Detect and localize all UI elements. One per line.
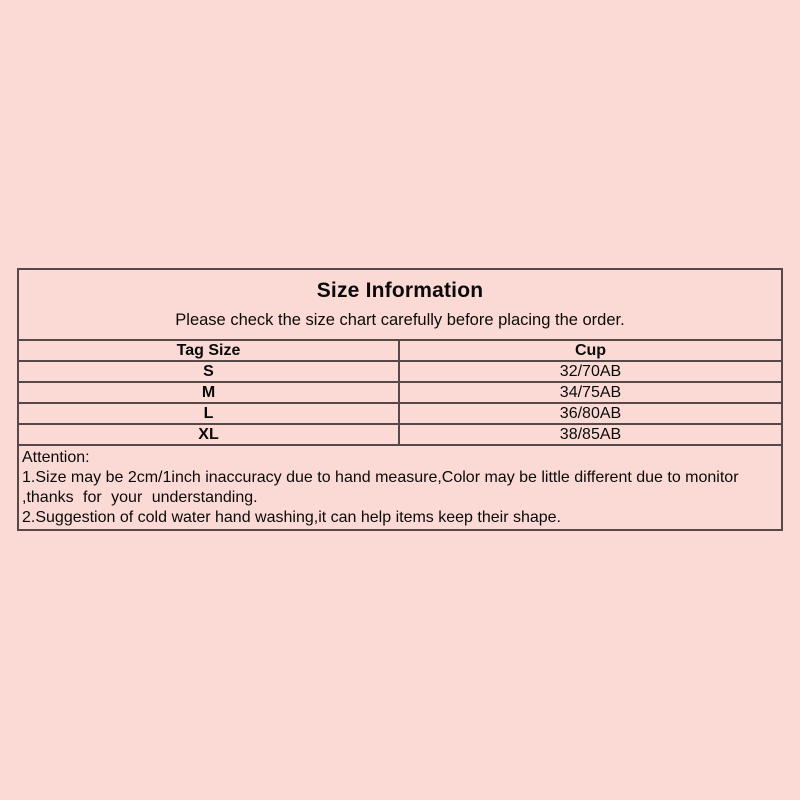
- cup-value: 36/80AB: [559, 404, 622, 422]
- attention-line-2: 2.Suggestion of cold water hand washing,it can help items keep their shape.: [22, 509, 561, 526]
- size-chart-title-cell: [19, 270, 781, 341]
- attention-line-1: 1.Size may be 2cm/1inch inaccuracy due to hand measure,Color may be little different due to monitor: [22, 469, 739, 486]
- column-header-tag-size: Tag Size: [19, 341, 400, 360]
- table-row-size-l: [19, 404, 781, 425]
- attention-note: [19, 446, 781, 529]
- table-header-row: [19, 341, 781, 362]
- size-chart-table: [17, 268, 783, 531]
- tag-size-value: S: [19, 362, 400, 381]
- size-chart-title: Size Information: [316, 279, 484, 302]
- attention-line-1-continued: ,thanks for your understanding.: [22, 489, 258, 506]
- column-header-cup: Cup: [574, 341, 607, 359]
- size-chart-subtitle: Please check the size chart carefully before placing the order.: [175, 311, 625, 329]
- attention-heading: Attention:: [22, 449, 90, 466]
- tag-size-value: XL: [19, 425, 400, 444]
- table-row-size-s: [19, 362, 781, 383]
- table-row-size-m: [19, 383, 781, 404]
- table-row-size-xl: [19, 425, 781, 446]
- cup-value: 32/70AB: [559, 362, 622, 380]
- cup-value: 34/75AB: [559, 383, 622, 401]
- cup-value: 38/85AB: [559, 425, 622, 443]
- tag-size-value: L: [19, 404, 400, 423]
- tag-size-value: M: [19, 383, 400, 402]
